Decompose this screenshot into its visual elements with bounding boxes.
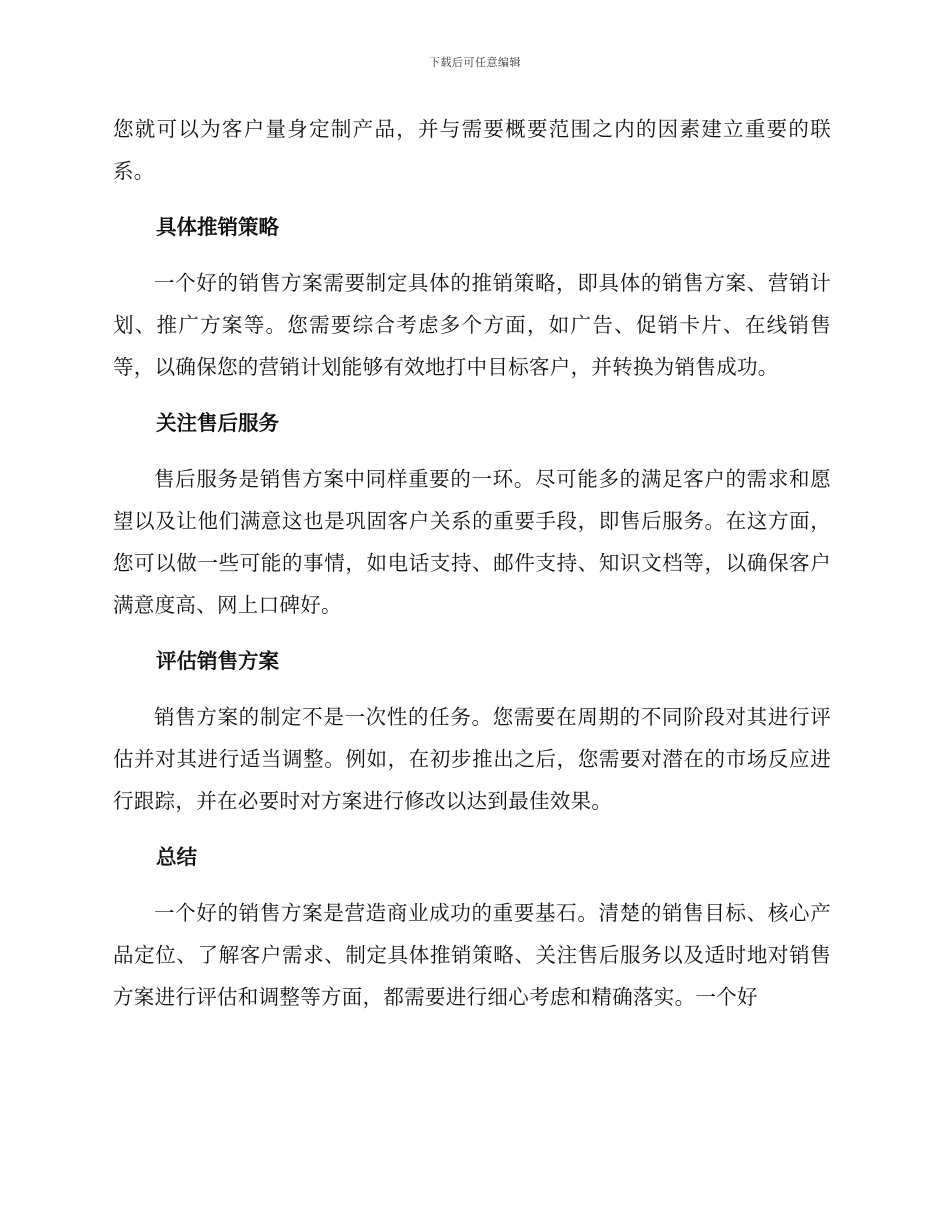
page-header: 下载后可任意编辑 bbox=[429, 56, 521, 69]
section-heading-evaluation: 评估销售方案 bbox=[156, 649, 279, 673]
paragraph-summary: 一个好的销售方案是营造商业成功的重要基石。清楚的销售目标、核心产品定位、了解客户需求、制定具体推销策略、关注售后服务以及适时地对销售方案进行评估和调整等方面，都需要进行细心考虑和精确落实。一个好 bbox=[113, 901, 831, 1009]
paragraph-after-sales: 售后服务是销售方案中同样重要的一环。尽可能多的满足客户的需求和愿望以及让他们满意这也是巩固客户关系的重要手段，即售后服务。在这方面，您可以做一些可能的事情，如电话支持、邮件支持、知识文档等，以确保客户满意度高、网上口碑好。 bbox=[113, 467, 831, 617]
paragraph-evaluation: 销售方案的制定不是一次性的任务。您需要在周期的不同阶段对其进行评估并对其进行适当调整。例如，在初步推出之后，您需要对潜在的市场反应进行跟踪，并在必要时对方案进行修改以达到最佳效果。 bbox=[113, 705, 831, 813]
paragraph-continuation: 您就可以为客户量身定制产品，并与需要概要范围之内的因素建立重要的联系。 bbox=[113, 117, 831, 183]
paragraph-strategy: 一个好的销售方案需要制定具体的推销策略，即具体的销售方案、营销计划、推广方案等。您需要综合考虑多个方面，如广告、促销卡片、在线销售等，以确保您的营销计划能够有效地打中目标客户，并转换为销售成功。 bbox=[113, 271, 831, 379]
section-heading-strategy: 具体推销策略 bbox=[156, 215, 279, 239]
section-heading-after-sales: 关注售后服务 bbox=[156, 411, 279, 435]
document-body bbox=[113, 108, 831, 1018]
section-heading-summary: 总结 bbox=[156, 845, 197, 869]
